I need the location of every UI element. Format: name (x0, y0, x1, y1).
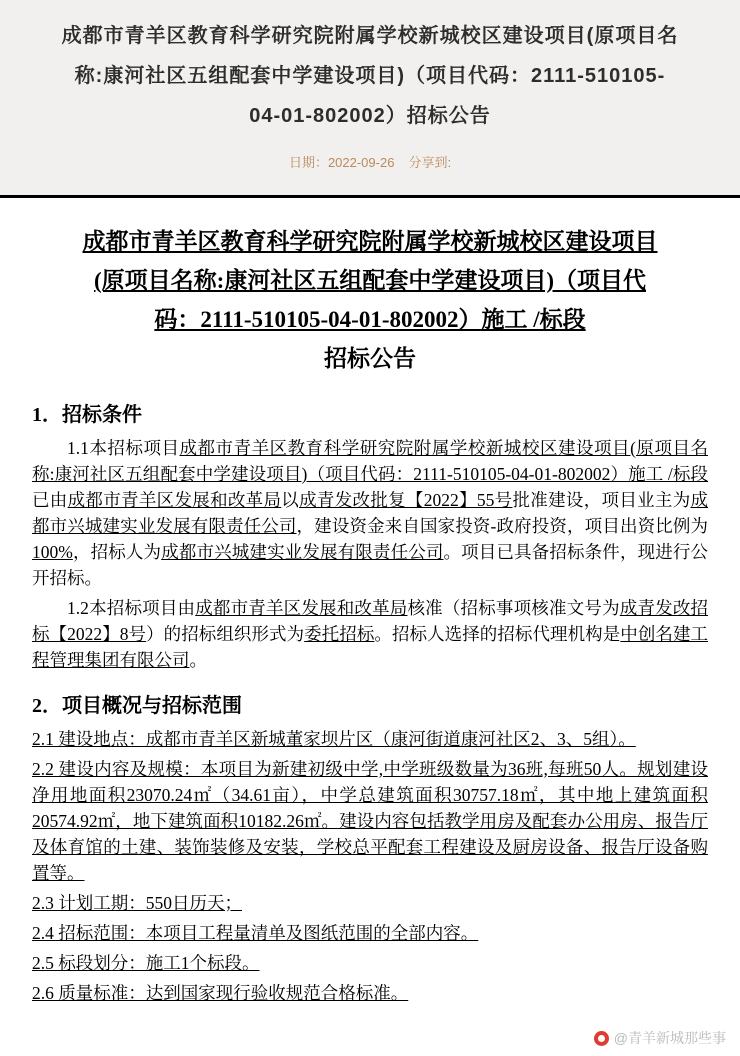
text-run: 核准（招标事项核准文号为 (407, 598, 620, 618)
page-title-line-2: 称:康河社区五组配套中学建设项目)（项目代码：2111-510105- (74, 65, 666, 87)
text-run: 。项目已具备招标条件，现进行公开招标。 (32, 542, 709, 588)
paragraph-2-2 (32, 756, 708, 886)
page-title-line-3: 04-01-802002）招标公告 (249, 105, 491, 127)
document-title-text: 成都市青羊区教育科学研究院附属学校新城校区建设项目 (82, 229, 658, 254)
date-label: 日期：2022-09-26 (288, 155, 395, 170)
paragraph-1-1 (32, 435, 708, 591)
text-run: 委托招标 (304, 624, 375, 644)
page-header (0, 0, 740, 195)
text-run: 成都市兴城建实业发展有限责任公司 (32, 490, 709, 536)
paragraph-2-5 (32, 950, 708, 976)
text-run: 2.4 招标范围：本项目工程量清单及图纸范围的全部内容。 (32, 923, 479, 943)
text-run: ，建设资金来自国家投资-政府投资，项目出资比例为 (296, 516, 709, 536)
text-run: 1.2本招标项目由 (67, 598, 196, 618)
text-run: 2.3 计划工期：550日历天； (32, 893, 242, 913)
watermark-text: @青羊新城那些事 (613, 1030, 726, 1046)
text-run: 成都市兴城建实业发展有限责任公司 (161, 542, 444, 562)
page-title-line-1: 成都市青羊区教育科学研究院附属学校新城校区建设项目(原项目名 (61, 25, 679, 47)
document-title-line-1 (32, 222, 708, 261)
text-run: 。招标人选择的招标代理机构是 (374, 624, 621, 644)
text-run: 100% (32, 542, 73, 562)
document-title-line-4 (32, 339, 708, 378)
text-run: 以 (281, 490, 300, 510)
paragraph-2-1 (32, 726, 708, 752)
paragraph-2-4 (32, 920, 708, 946)
text-run: 2.1 建设地点：成都市青羊区新城董家坝片区（康河街道康河社区2、3、5组）。 (32, 729, 636, 749)
document-title-text: 码：2111-510105-04-01-802002）施工 /标段 (154, 307, 586, 332)
paragraph-2-6 (32, 980, 708, 1006)
document-title (32, 222, 708, 378)
text-run: 已由 (32, 490, 68, 510)
section-heading-1: 1．招标条件 (32, 404, 142, 426)
watermark-icon (594, 1031, 609, 1046)
text-run: 成青发改批复【2022】55号 (299, 490, 513, 510)
text-run: 2.5 标段划分：施工1个标段。 (32, 953, 260, 973)
text-run: 2.6 质量标准：达到国家现行验收规范合格标准。 (32, 983, 409, 1003)
document-title-line-2 (32, 261, 708, 300)
document-body (0, 198, 740, 1056)
text-run: 成都市青羊区教育科学研究院附属学校新城校区建设项目(原项目名称:康河社区五组配套中学建设项目)（项目代码：2111-510105-04-01-802002）施工 /标段 (32, 438, 709, 484)
paragraph-1-2 (32, 595, 708, 673)
section-heading-2: 2．项目概况与招标范围 (32, 695, 242, 717)
text-run: ）的招标组织形式为 (146, 624, 305, 644)
text-run: ，招标人为 (72, 542, 162, 562)
text-run: 2.2 建设内容及规模：本项目为新建初级中学,中学班级数量为36班,每班50人。规划建设净用地面积23070.24㎡（34.61亩），中学总建筑面积30757.18㎡，其中地上建筑面积20574.92㎡，地下建筑面积10182.26㎡。建设内容包括教学用房及配套办公用房、报告厅及体育馆的土建、装饰装修及安装，学校总平配套工程建设及厨房设备、报告厅设备购置等。 (32, 759, 708, 883)
text-run: 1.1本招标项目 (67, 438, 180, 458)
text-run: 批准建设，项目业主为 (512, 490, 691, 510)
text-run: 。 (189, 650, 207, 670)
document-title-line-3 (32, 300, 708, 339)
meta-row (22, 136, 718, 185)
watermark (594, 1028, 726, 1048)
text-run: 成都市青羊区发展和改革局 (195, 598, 408, 618)
document-title-text: (原项目名称:康河社区五组配套中学建设项目)（项目代 (94, 268, 646, 293)
text-run: 中创名建工程管理集团有限公司 (32, 624, 709, 670)
text-run: 成都市青羊区发展和改革局 (67, 490, 282, 510)
text-run: 成青发改招标【2022】8号 (32, 598, 709, 644)
document-title-text: 招标公告 (324, 346, 416, 371)
share-link[interactable]: 分享到: (408, 155, 452, 170)
page-title (22, 16, 718, 136)
paragraph-2-3 (32, 890, 708, 916)
